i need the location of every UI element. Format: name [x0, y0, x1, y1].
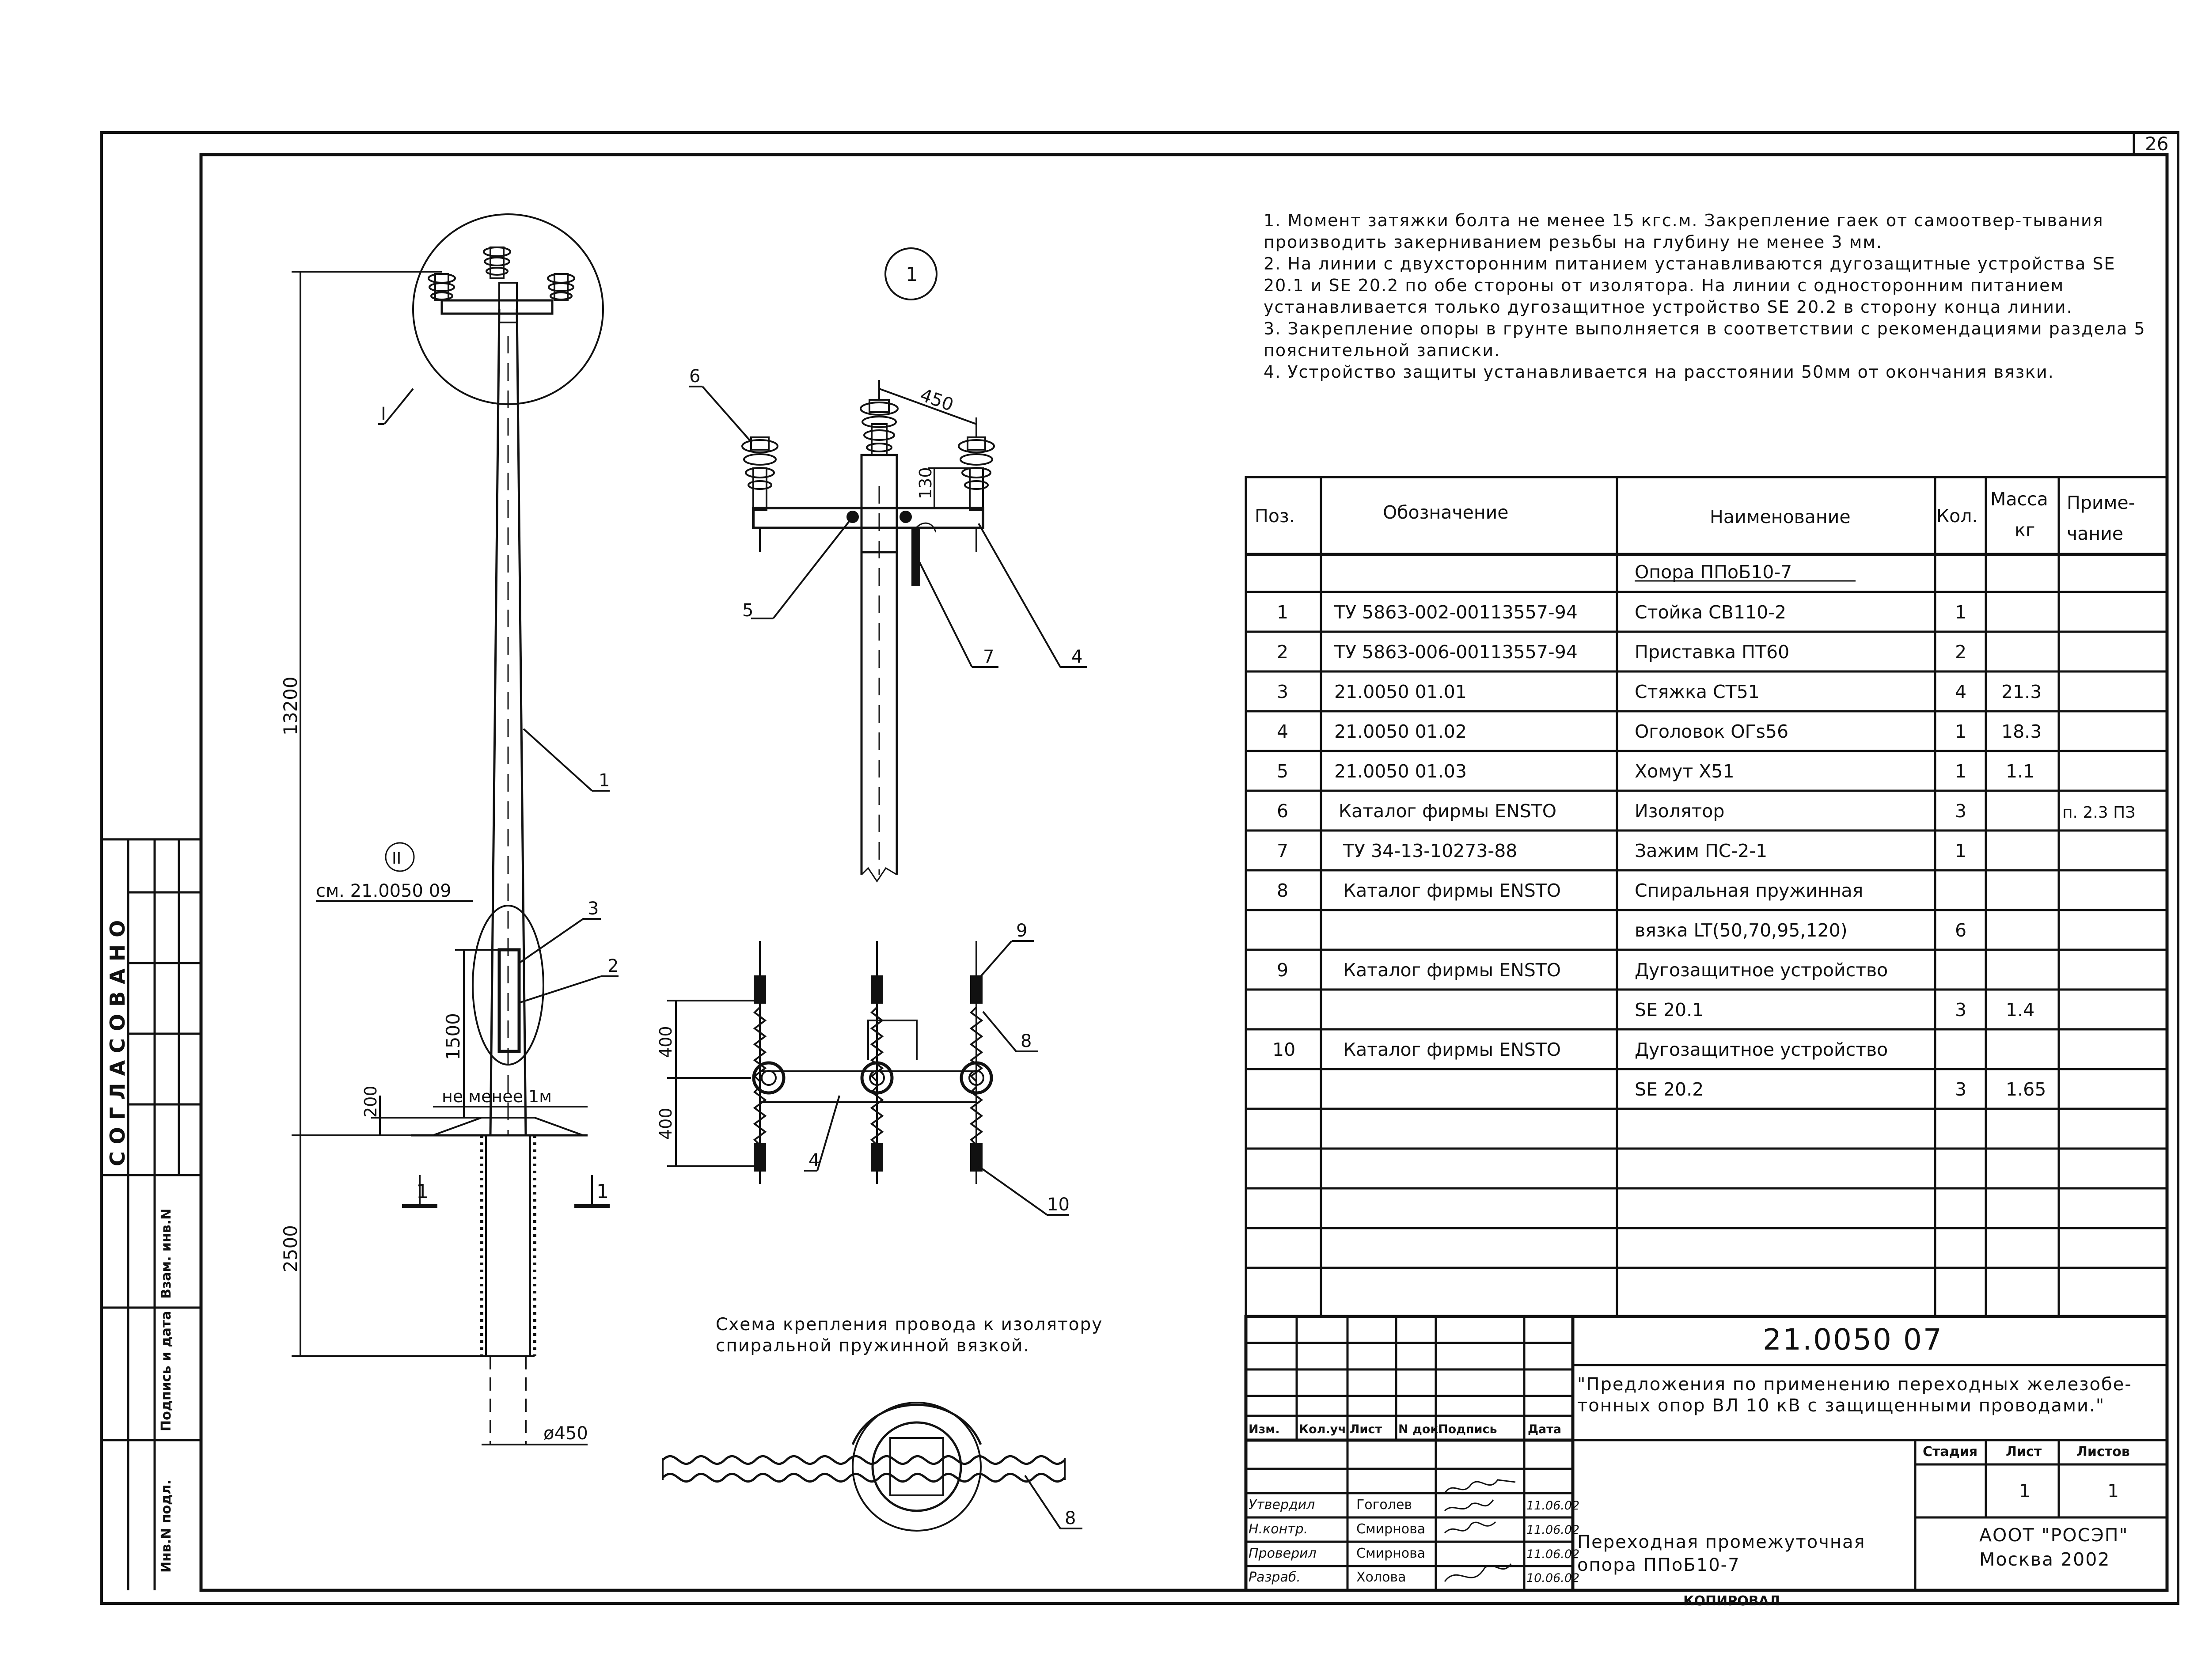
row-2-name: Приставка ПТ60: [1635, 641, 1790, 663]
row-4-mass: 18.3: [2001, 721, 2042, 742]
callout-2: 2: [607, 956, 619, 976]
detail-ellipse-II: [473, 906, 543, 1065]
row-6-note: п. 2.3 ПЗ: [2062, 804, 2136, 822]
row-9b-qty: 3: [1955, 999, 1967, 1020]
header-note-2: чание: [2067, 523, 2124, 544]
row-4-pos: 4: [1277, 721, 1289, 742]
callout-10: 10: [1047, 1195, 1070, 1215]
role-normcontrol: Н.контр.: [1249, 1521, 1308, 1537]
insulator-center: [861, 400, 898, 455]
row-4-name: Оголовок ОГs56: [1635, 721, 1789, 742]
copied-label: КОПИРОВАЛ: [1683, 1593, 1780, 1609]
sheet-title: Переходная промежуточная опора ППоБ10-7: [1577, 1532, 1866, 1575]
callout-4-top: 4: [1071, 647, 1083, 667]
row-7-name: Зажим ПС-2-1: [1635, 840, 1768, 861]
doc-code: 21.0050 07: [1763, 1323, 1943, 1357]
role-checked: Проверил: [1249, 1546, 1317, 1561]
stamp-agreed: С О Г Л А С О В А Н О: [106, 920, 129, 1166]
row-10b-mass: 1.65: [2006, 1079, 2046, 1100]
row-7-qty: 1: [1955, 840, 1967, 861]
label-not-less: не менее 1м: [442, 1087, 552, 1106]
row-10b-qty: 3: [1955, 1079, 1967, 1100]
stamp-inv-orig: Инв.N подл.: [159, 1479, 174, 1573]
row-6-qty: 3: [1955, 800, 1967, 822]
role-approved: Утвердил: [1249, 1497, 1315, 1513]
row-9-name: Дугозащитное устройство: [1635, 959, 1888, 981]
city-year: Москва 2002: [1979, 1549, 2110, 1570]
row-2-designation: ТУ 5863-006-00113557-94: [1334, 641, 1578, 663]
row-5-mass: 1.1: [2006, 761, 2035, 782]
label-view-1: 1: [906, 263, 918, 286]
insulator-right: [959, 437, 994, 552]
label-detail-I: I: [381, 404, 386, 424]
callout-5: 5: [742, 600, 754, 621]
row-4-qty: 1: [1955, 721, 1967, 742]
label-section-left: 1: [416, 1180, 429, 1203]
rev-header-koluch: Кол.уч: [1299, 1422, 1346, 1436]
header-name: Наименование: [1710, 506, 1851, 527]
dim-1500: 1500: [442, 1013, 464, 1060]
sheets-value: 1: [2107, 1480, 2119, 1502]
note-2: 2. На линии с двухсторонним питанием устанавливаются дугозащитные устройства SE 20.1 и SE 20.2 по обе стороны от изолятора. На линии с односторонним питанием устанавливается только дугозащитное устройство SE 20.2 в сторону конца линии.: [1264, 254, 2116, 317]
general-notes: [1264, 210, 2152, 383]
callout-1-main: 1: [599, 770, 610, 791]
row-1-designation: ТУ 5863-002-00113557-94: [1334, 602, 1578, 623]
dim-2500: 2500: [280, 1225, 301, 1272]
callout-8-top: 8: [1021, 1031, 1032, 1051]
header-mass-1: Масса: [1990, 489, 2048, 510]
role-approved-date: 11.06.02: [1526, 1499, 1580, 1513]
label-section-right: 1: [596, 1180, 609, 1203]
stamp-sign-date: Подпись и дата: [159, 1311, 174, 1431]
stamp-swap-inv: Взам. инв.N: [159, 1208, 174, 1299]
rev-header-date: Дата: [1528, 1422, 1562, 1436]
note-3: 3. Закрепление опоры в грунте выполняется в соответствии с рекомендациями раздела 5 пояснительной записки.: [1264, 319, 2146, 360]
group-title: Опора ППоБ10-7: [1635, 561, 1792, 583]
pole-elevation: [292, 214, 619, 1445]
callout-4-bottom: 4: [808, 1150, 820, 1171]
dim-13200: 13200: [280, 676, 301, 736]
row-9b-name: SE 20.1: [1635, 999, 1704, 1020]
row-3-qty: 4: [1955, 681, 1967, 702]
row-5-qty: 1: [1955, 761, 1967, 782]
dim-130: 130: [916, 467, 935, 499]
rev-header-izm: Изм.: [1249, 1422, 1280, 1436]
spiral-tie-scheme: [667, 941, 1069, 1215]
note-1: 1. Момент затяжки болта не менее 15 кгс.м. Закрепление гаек от самоотвер-тывания производить закерниванием резьбы на глубину не менее 3 мм.: [1264, 211, 2104, 252]
row-8b-name: вязка LT(50,70,95,120): [1635, 920, 1848, 941]
role-approved-name: Гоголев: [1356, 1497, 1412, 1513]
row-6-designation: Каталог фирмы ENSTO: [1339, 800, 1557, 822]
row-7-designation: ТУ 34-13-10273-88: [1343, 840, 1518, 861]
callout-6: 6: [689, 366, 701, 387]
wire-scheme-caption: Схема крепления провода к изолятору спиральной пружинной вязкой.: [716, 1315, 1103, 1356]
label-ref-detail: см. 21.0050 09: [316, 881, 452, 901]
row-1-pos: 1: [1277, 602, 1289, 623]
callout-9: 9: [1016, 921, 1028, 941]
role-normcontrol-date: 11.06.02: [1526, 1523, 1580, 1537]
row-2-qty: 2: [1955, 641, 1967, 663]
header-qty: Кол.: [1936, 505, 1978, 527]
project-title: "Предложения по применению переходных железобе-тонных опор ВЛ 10 кВ с защищенными проводами.": [1577, 1374, 2132, 1416]
label-view-II: II: [392, 849, 402, 868]
role-developed-name: Холова: [1356, 1570, 1406, 1585]
insulator-small-center: [484, 247, 510, 278]
dim-450: 450: [917, 385, 956, 416]
row-8-name: Спиральная пружинная: [1635, 880, 1864, 901]
row-3-mass: 21.3: [2001, 681, 2042, 702]
row-9b-mass: 1.4: [2006, 999, 2035, 1020]
insulator-small-right: [548, 274, 574, 300]
dim-400-top: 400: [656, 1026, 676, 1058]
callout-3: 3: [588, 899, 599, 919]
callout-8-bottom: 8: [1065, 1508, 1076, 1528]
rev-header-list: Лист: [1350, 1422, 1382, 1436]
row-1-name: Стойка СВ110-2: [1635, 602, 1787, 623]
header-designation: Обозначение: [1383, 502, 1509, 523]
sheets-label: Листов: [2076, 1444, 2130, 1460]
row-9-designation: Каталог фирмы ENSTO: [1343, 959, 1561, 981]
role-checked-date: 11.06.02: [1526, 1547, 1580, 1561]
row-8-pos: 8: [1277, 880, 1289, 901]
dim-200: 200: [361, 1085, 380, 1118]
insulator-small-left: [429, 274, 455, 300]
row-6-pos: 6: [1277, 800, 1289, 822]
wire-spiral-detail: [663, 1403, 1082, 1531]
row-10-pos: 10: [1272, 1039, 1296, 1060]
sheet-value: 1: [2019, 1480, 2031, 1502]
org-name: АООТ "РОСЭП": [1979, 1525, 2129, 1546]
row-1-qty: 1: [1955, 602, 1967, 623]
row-5-designation: 21.0050 01.03: [1334, 761, 1467, 782]
callout-7: 7: [983, 647, 994, 667]
role-developed-date: 10.06.02: [1526, 1571, 1580, 1585]
row-6-name: Изолятор: [1635, 800, 1725, 822]
view-1-crossarm: [689, 248, 1087, 881]
sheet-label: Лист: [2006, 1444, 2042, 1460]
row-9-pos: 9: [1277, 959, 1289, 981]
header-note-1: Приме-: [2067, 492, 2135, 513]
role-normcontrol-name: Смирнова: [1356, 1521, 1426, 1537]
header-pos: Поз.: [1255, 505, 1295, 527]
row-2-pos: 2: [1277, 641, 1289, 663]
stage-label: Стадия: [1923, 1444, 1978, 1460]
label-diam-450: ø450: [543, 1423, 588, 1444]
insulator-left: [742, 437, 778, 552]
role-developed: Разраб.: [1249, 1570, 1301, 1585]
role-checked-name: Смирнова: [1356, 1546, 1426, 1561]
row-3-name: Стяжка СТ51: [1635, 681, 1760, 702]
sheet-number: 26: [2145, 133, 2169, 155]
rev-header-sign: Подпись: [1438, 1422, 1497, 1436]
row-5-pos: 5: [1277, 761, 1289, 782]
row-8b-qty: 6: [1955, 920, 1967, 941]
row-10-designation: Каталог фирмы ENSTO: [1343, 1039, 1561, 1060]
rev-header-ndok: N док.: [1398, 1422, 1443, 1436]
row-4-designation: 21.0050 01.02: [1334, 721, 1467, 742]
dim-400-bottom: 400: [656, 1107, 676, 1140]
row-7-pos: 7: [1277, 840, 1289, 861]
row-3-pos: 3: [1277, 681, 1289, 702]
row-10-name: Дугозащитное устройство: [1635, 1039, 1888, 1060]
note-4: 4. Устройство защиты устанавливается на расстоянии 50мм от окончания вязки.: [1264, 362, 2054, 382]
header-mass-2: кг: [2015, 520, 2035, 541]
row-3-designation: 21.0050 01.01: [1334, 681, 1467, 702]
row-8-designation: Каталог фирмы ENSTO: [1343, 880, 1561, 901]
row-5-name: Хомут Х51: [1635, 761, 1735, 782]
row-10b-name: SE 20.2: [1635, 1079, 1704, 1100]
